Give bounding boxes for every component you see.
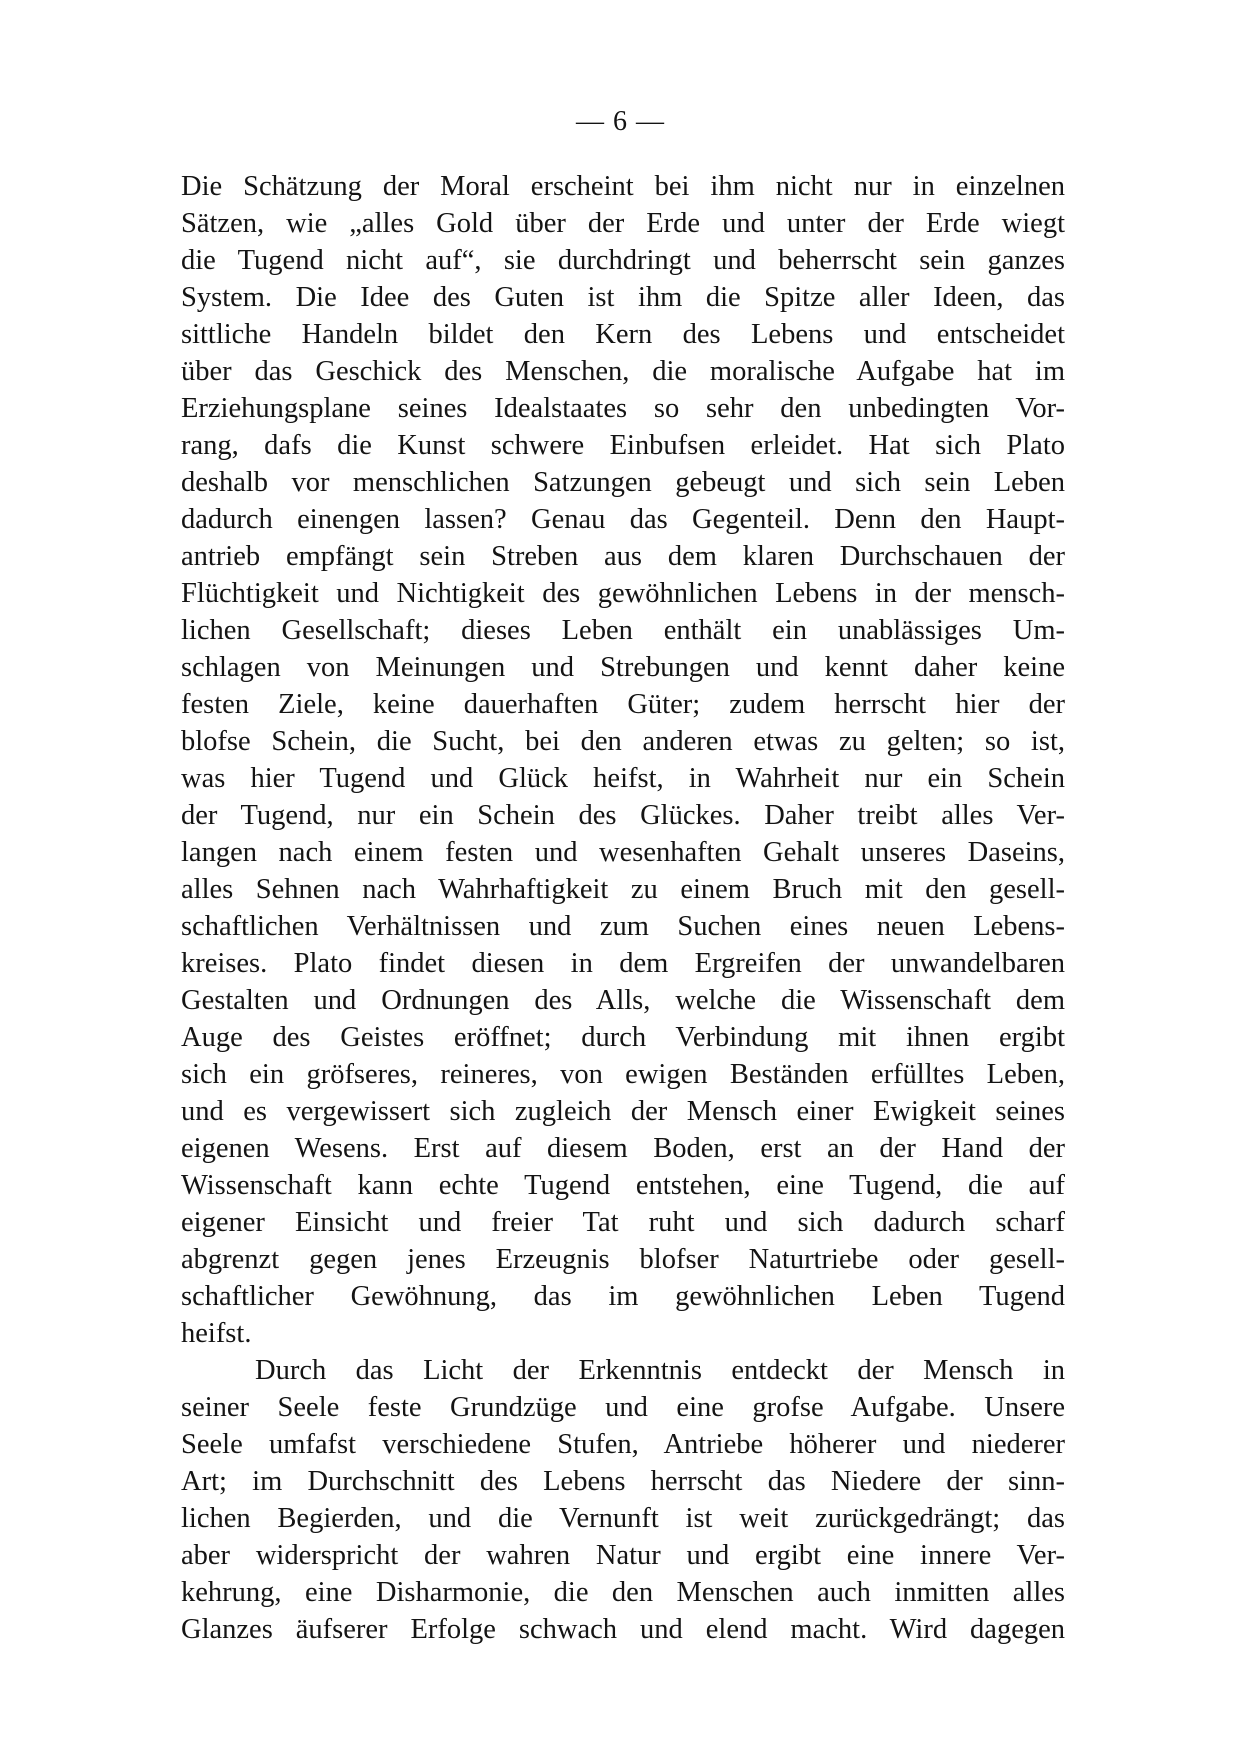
text-line: Auge des Geistes eröffnet; durch Verbindung mit ihnen ergibt xyxy=(181,1022,1065,1053)
text-line: langen nach einem festen und wesenhaften Gehalt unseres Daseins, xyxy=(181,837,1065,868)
text-line: alles Sehnen nach Wahrhaftigkeit zu einem Bruch mit den gesell- xyxy=(181,874,1065,905)
text-line: Glanzes äufserer Erfolge schwach und elend macht. Wird dagegen xyxy=(181,1614,1065,1645)
text-line: aber widerspricht der wahren Natur und ergibt eine innere Ver- xyxy=(181,1540,1065,1571)
text-line: Durch das Licht der Erkenntnis entdeckt der Mensch in xyxy=(255,1355,1065,1386)
text-line: eigenen Wesens. Erst auf diesem Boden, erst an der Hand der xyxy=(181,1133,1065,1164)
text-line: abgrenzt gegen jenes Erzeugnis blofser Naturtriebe oder gesell- xyxy=(181,1244,1065,1275)
text-line: und es vergewissert sich zugleich der Mensch einer Ewigkeit seines xyxy=(181,1096,1065,1127)
body-text xyxy=(181,168,1065,1648)
text-line: die Tugend nicht auf“, sie durchdringt und beherrscht sein ganzes xyxy=(181,245,1065,276)
text-line: seiner Seele feste Grundzüge und eine grofse Aufgabe. Unsere xyxy=(181,1392,1065,1423)
text-line: Sätzen, wie „alles Gold über der Erde und unter der Erde wiegt xyxy=(181,208,1065,239)
paragraph-1 xyxy=(181,168,1065,1352)
text-line: schaftlicher Gewöhnung, das im gewöhnlichen Leben Tugend xyxy=(181,1281,1065,1312)
text-line: Flüchtigkeit und Nichtigkeit des gewöhnlichen Lebens in der mensch- xyxy=(181,578,1065,609)
text-line: eigener Einsicht und freier Tat ruht und sich dadurch scharf xyxy=(181,1207,1065,1238)
text-line: sittliche Handeln bildet den Kern des Lebens und entscheidet xyxy=(181,319,1065,350)
text-line: der Tugend, nur ein Schein des Glückes. Daher treibt alles Ver- xyxy=(181,800,1065,831)
text-line: kehrung, eine Disharmonie, die den Menschen auch inmitten alles xyxy=(181,1577,1065,1608)
text-line: über das Geschick des Menschen, die moralische Aufgabe hat im xyxy=(181,356,1065,387)
text-line: rang, dafs die Kunst schwere Einbufsen erleidet. Hat sich Plato xyxy=(181,430,1065,461)
text-line: Die Schätzung der Moral erscheint bei ihm nicht nur in einzelnen xyxy=(181,171,1065,202)
text-line: antrieb empfängt sein Streben aus dem klaren Durchschauen der xyxy=(181,541,1065,572)
text-line: festen Ziele, keine dauerhaften Güter; zudem herrscht hier der xyxy=(181,689,1065,720)
page-number: — 6 — xyxy=(576,106,665,137)
text-line: lichen Gesellschaft; dieses Leben enthält ein unablässiges Um- xyxy=(181,615,1065,646)
text-line: deshalb vor menschlichen Satzungen gebeugt und sich sein Leben xyxy=(181,467,1065,498)
text-line: System. Die Idee des Guten ist ihm die Spitze aller Ideen, das xyxy=(181,282,1065,313)
text-line: Gestalten und Ordnungen des Alls, welche die Wissenschaft dem xyxy=(181,985,1065,1016)
text-line: heifst. xyxy=(181,1318,252,1349)
text-line: lichen Begierden, und die Vernunft ist weit zurückgedrängt; das xyxy=(181,1503,1065,1534)
text-line: schlagen von Meinungen und Strebungen und kennt daher keine xyxy=(181,652,1065,683)
text-line: schaftlichen Verhältnissen und zum Suchen eines neuen Lebens- xyxy=(181,911,1065,942)
text-line: Art; im Durchschnitt des Lebens herrscht das Niedere der sinn- xyxy=(181,1466,1065,1497)
text-line: blofse Schein, die Sucht, bei den anderen etwas zu gelten; so ist, xyxy=(181,726,1065,757)
text-line: Wissenschaft kann echte Tugend entstehen, eine Tugend, die auf xyxy=(181,1170,1065,1201)
text-line: kreises. Plato findet diesen in dem Ergreifen der unwandelbaren xyxy=(181,948,1065,979)
text-line: dadurch einengen lassen? Genau das Gegenteil. Denn den Haupt- xyxy=(181,504,1065,535)
paragraph-2 xyxy=(181,1352,1065,1648)
text-line: Seele umfafst verschiedene Stufen, Antriebe höherer und niederer xyxy=(181,1429,1065,1460)
text-line: sich ein gröfseres, reineres, von ewigen Beständen erfülltes Leben, xyxy=(181,1059,1065,1090)
text-line: Erziehungsplane seines Idealstaates so sehr den unbedingten Vor- xyxy=(181,393,1065,424)
text-line: was hier Tugend und Glück heifst, in Wahrheit nur ein Schein xyxy=(181,763,1065,794)
